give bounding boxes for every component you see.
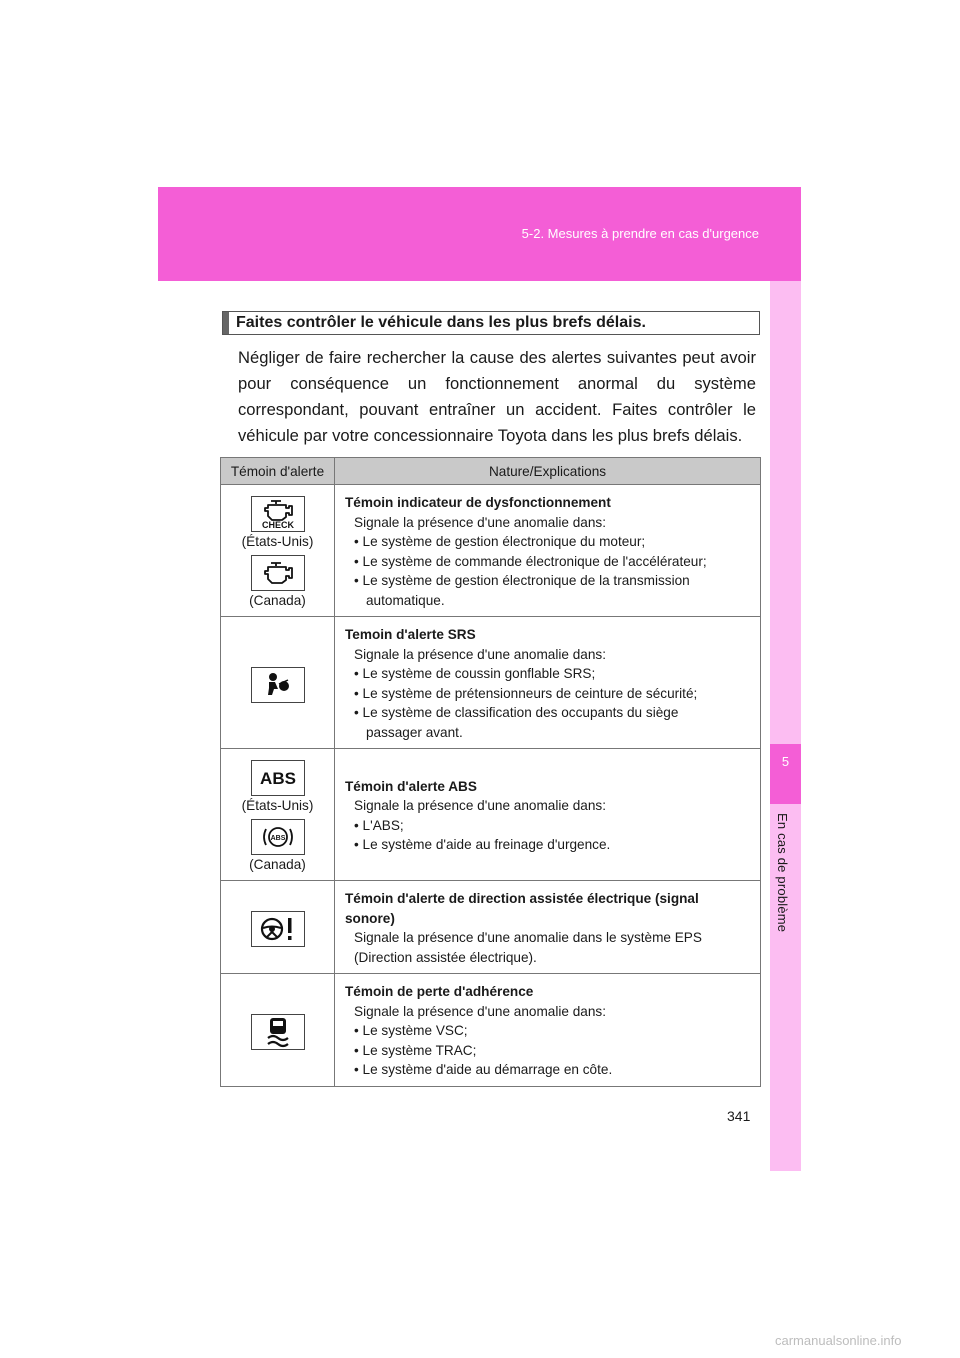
heading-bar xyxy=(223,312,229,334)
column-header: Témoin d'alerte xyxy=(221,458,335,485)
table-row xyxy=(221,881,761,974)
list-item: • L'ABS; xyxy=(354,817,404,833)
engine-icon xyxy=(251,555,305,591)
intro-paragraph: Négliger de faire rechercher la cause des alertes suivantes peut avoir pour conséquence un fonctionnement anormal du système correspondant, pouvant entraîner un accident. Faites contrôler le véhicule par votre concessionnaire Toyota dans les plus brefs délais. xyxy=(238,348,756,445)
warning-light-cell xyxy=(221,974,335,1087)
watermark: carmanualsonline.info xyxy=(775,1333,902,1348)
warning-title: Témoin d'alerte ABS xyxy=(345,778,477,794)
chapter-tab-marker xyxy=(770,744,801,804)
section-header-band xyxy=(158,187,801,281)
explanation-cell xyxy=(335,485,761,617)
list-item: • Le système de gestion électronique du moteur; xyxy=(354,534,646,549)
table-header-row xyxy=(221,458,761,485)
subsection-heading xyxy=(222,311,760,335)
warning-lights-table xyxy=(220,457,761,1087)
heading-text: Faites contrôler le véhicule dans les plus brefs délais. xyxy=(236,314,646,331)
warning-light-cell xyxy=(221,617,335,749)
svg-text:ABS: ABS xyxy=(270,834,285,842)
list-item: • Le système de commande électronique de l'accélérateur; xyxy=(354,553,707,569)
region-label: (Canada) xyxy=(249,592,306,608)
column-header: Nature/Explications xyxy=(335,458,761,485)
warning-title: Temoin d'alerte SRS xyxy=(345,627,476,642)
warning-light-cell xyxy=(221,749,335,881)
region-label: (États-Unis) xyxy=(241,533,314,549)
warning-light-cell xyxy=(221,881,335,974)
table-row xyxy=(221,485,761,617)
list-item: • Le système d'aide au freinage d'urgence. xyxy=(354,837,611,852)
warning-light-cell xyxy=(221,485,335,617)
warning-subtitle: Signale la présence d'une anomalie dans: xyxy=(354,1003,606,1019)
list-item-continued: passager avant. xyxy=(366,724,463,740)
svg-text:CHECK: CHECK xyxy=(261,519,294,529)
chapter-number: 5 xyxy=(781,754,790,769)
list-item: • Le système TRAC; xyxy=(354,1042,477,1058)
list-item: • Le système d'aide au démarrage en côte. xyxy=(354,1062,613,1077)
warning-subtitle-continued: (Direction assistée électrique). xyxy=(354,949,537,965)
region-label: (États-Unis) xyxy=(241,797,314,813)
list-item: • Le système de prétensionneurs de ceinture de sécurité; xyxy=(354,685,698,701)
slip-indicator-icon xyxy=(251,1014,305,1050)
explanation-cell xyxy=(335,749,761,881)
list-item-continued: automatique. xyxy=(366,592,445,608)
abs-circle-icon xyxy=(251,819,305,855)
list-item: • Le système de coussin gonflable SRS; xyxy=(354,666,596,681)
warning-subtitle: Signale la présence d'une anomalie dans: xyxy=(354,798,606,813)
airbag-srs-icon xyxy=(251,667,305,703)
eps-steering-icon xyxy=(251,911,305,947)
list-item: • Le système de gestion électronique de la transmission xyxy=(354,573,690,588)
table-row xyxy=(221,617,761,749)
table-row xyxy=(221,974,761,1087)
warning-title: Témoin d'alerte de direction assistée électrique (signal sonore) xyxy=(345,891,699,926)
list-item: • Le système de classification des occupants du siège xyxy=(354,705,679,720)
warning-subtitle: Signale la présence d'une anomalie dans: xyxy=(354,646,606,662)
chapter-tab xyxy=(770,281,801,1171)
table-row xyxy=(221,749,761,881)
explanation-cell xyxy=(335,881,761,974)
warning-title: Témoin de perte d'adhérence xyxy=(345,984,534,999)
warning-title: Témoin indicateur de dysfonctionnement xyxy=(345,495,611,510)
explanation-cell xyxy=(335,974,761,1087)
section-title: 5-2. Mesures à prendre en cas d'urgence xyxy=(521,226,759,241)
region-label: (Canada) xyxy=(249,856,306,872)
abs-text-icon xyxy=(251,760,305,796)
warning-subtitle: Signale la présence d'une anomalie dans le système EPS xyxy=(354,930,702,945)
svg-text:ABS: ABS xyxy=(259,768,296,788)
chapter-title: En cas de problème xyxy=(775,813,790,933)
page-number: 341 xyxy=(727,1108,751,1124)
list-item: • Le système VSC; xyxy=(354,1023,468,1038)
explanation-cell xyxy=(335,617,761,749)
warning-subtitle: Signale la présence d'une anomalie dans: xyxy=(354,514,606,530)
check-engine-icon xyxy=(251,496,305,532)
